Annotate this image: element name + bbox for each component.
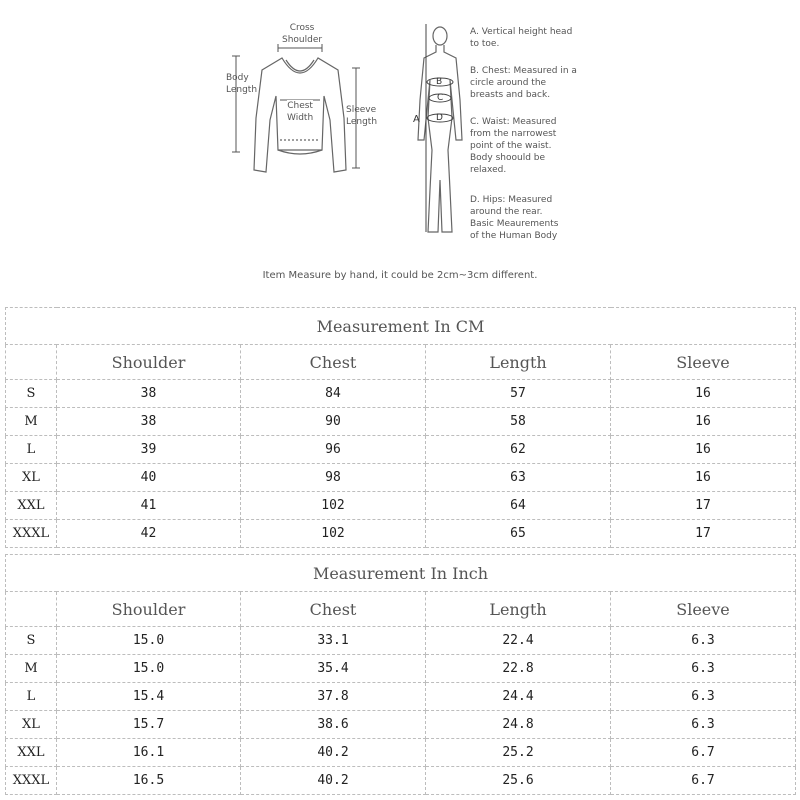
inch-size-table: [5, 554, 796, 795]
sleeve-length-label: Sleeve Length: [346, 105, 378, 127]
chest-width-label: Chest Width: [287, 101, 314, 123]
sleeve-cell: 16: [611, 464, 796, 492]
column-header: [6, 345, 57, 380]
table-row: [6, 739, 796, 767]
cross-shoulder-label: Cross Shoulder: [282, 23, 323, 45]
sleeve-cell: 16: [611, 408, 796, 436]
chest-cell: 102: [241, 520, 426, 548]
table-title: Measurement In Inch: [6, 555, 796, 592]
sleeve-cell: 6.7: [611, 767, 796, 795]
size-cell: XXXL: [6, 767, 57, 795]
desc-d: D. Hips: Measured around the rear. Basic Meaurements of the Human Body: [470, 195, 559, 241]
chest-cell: 102: [241, 492, 426, 520]
size-cell: L: [6, 683, 57, 711]
table-row: [6, 408, 796, 436]
sleeve-cell: 16: [611, 436, 796, 464]
shoulder-cell: 15.7: [57, 711, 241, 739]
table-row: [6, 711, 796, 739]
column-header: [6, 592, 57, 627]
shoulder-cell: 16.1: [57, 739, 241, 767]
human-body-icon: [418, 27, 462, 232]
shoulder-cell: 15.4: [57, 683, 241, 711]
size-cell: XXXL: [6, 520, 57, 548]
shoulder-cell: 42: [57, 520, 241, 548]
sleeve-cell: 17: [611, 492, 796, 520]
size-cell: XL: [6, 711, 57, 739]
chest-cell: 37.8: [241, 683, 426, 711]
table-row: [6, 627, 796, 655]
column-header-shoulder: Shoulder: [57, 345, 241, 380]
chest-cell: 40.2: [241, 739, 426, 767]
marker-d: D: [436, 113, 443, 123]
sleeve-cell: 6.3: [611, 627, 796, 655]
garment-and-body-illustration: [0, 0, 800, 300]
length-cell: 25.2: [426, 739, 611, 767]
measurement-diagram: [0, 0, 800, 300]
table-row: [6, 492, 796, 520]
size-cell: L: [6, 436, 57, 464]
marker-c: C: [437, 93, 444, 103]
shoulder-cell: 39: [57, 436, 241, 464]
desc-b: B. Chest: Measured in a circle around the breasts and back.: [470, 66, 577, 100]
chest-cell: 38.6: [241, 711, 426, 739]
sleeve-cell: 6.7: [611, 739, 796, 767]
table-row: [6, 436, 796, 464]
chest-cell: 33.1: [241, 627, 426, 655]
shoulder-cell: 15.0: [57, 655, 241, 683]
length-cell: 58: [426, 408, 611, 436]
body-length-label: Body Length: [226, 73, 258, 95]
shoulder-cell: 38: [57, 408, 241, 436]
column-header-chest: Chest: [241, 345, 426, 380]
column-header-sleeve: Sleeve: [611, 345, 796, 380]
table-row: [6, 520, 796, 548]
table-title: Measurement In CM: [6, 308, 796, 345]
size-cell: S: [6, 627, 57, 655]
cm-size-table: [5, 307, 796, 548]
table-row: [6, 464, 796, 492]
chest-cell: 96: [241, 436, 426, 464]
length-cell: 22.4: [426, 627, 611, 655]
length-cell: 25.6: [426, 767, 611, 795]
chest-cell: 35.4: [241, 655, 426, 683]
length-cell: 24.4: [426, 683, 611, 711]
sleeve-cell: 17: [611, 520, 796, 548]
sleeve-cell: 16: [611, 380, 796, 408]
measure-note: Item Measure by hand, it could be 2cm~3cm different.: [262, 270, 538, 281]
size-cell: XXL: [6, 492, 57, 520]
length-cell: 65: [426, 520, 611, 548]
table-row: [6, 380, 796, 408]
column-header-length: Length: [426, 345, 611, 380]
size-cell: XXL: [6, 739, 57, 767]
table-row: [6, 767, 796, 795]
length-cell: 62: [426, 436, 611, 464]
shoulder-cell: 40: [57, 464, 241, 492]
table-row: [6, 655, 796, 683]
size-cell: S: [6, 380, 57, 408]
sleeve-cell: 6.3: [611, 655, 796, 683]
marker-a: A: [413, 114, 420, 125]
sleeve-cell: 6.3: [611, 683, 796, 711]
chest-cell: 40.2: [241, 767, 426, 795]
desc-a: A. Vertical height head to toe.: [470, 27, 573, 49]
chest-cell: 98: [241, 464, 426, 492]
length-cell: 57: [426, 380, 611, 408]
length-cell: 63: [426, 464, 611, 492]
shoulder-cell: 16.5: [57, 767, 241, 795]
size-cell: M: [6, 408, 57, 436]
column-header-chest: Chest: [241, 592, 426, 627]
chest-cell: 90: [241, 408, 426, 436]
column-header-sleeve: Sleeve: [611, 592, 796, 627]
length-cell: 22.8: [426, 655, 611, 683]
column-header-shoulder: Shoulder: [57, 592, 241, 627]
size-cell: M: [6, 655, 57, 683]
sleeve-cell: 6.3: [611, 711, 796, 739]
chest-cell: 84: [241, 380, 426, 408]
table-row: [6, 683, 796, 711]
desc-c: C. Waist: Measured from the narrowest point of the waist. Body shoould be relaxed.: [470, 117, 557, 175]
length-cell: 64: [426, 492, 611, 520]
shoulder-cell: 15.0: [57, 627, 241, 655]
shoulder-cell: 38: [57, 380, 241, 408]
column-header-length: Length: [426, 592, 611, 627]
marker-b: B: [436, 77, 443, 87]
size-cell: XL: [6, 464, 57, 492]
shoulder-cell: 41: [57, 492, 241, 520]
length-cell: 24.8: [426, 711, 611, 739]
